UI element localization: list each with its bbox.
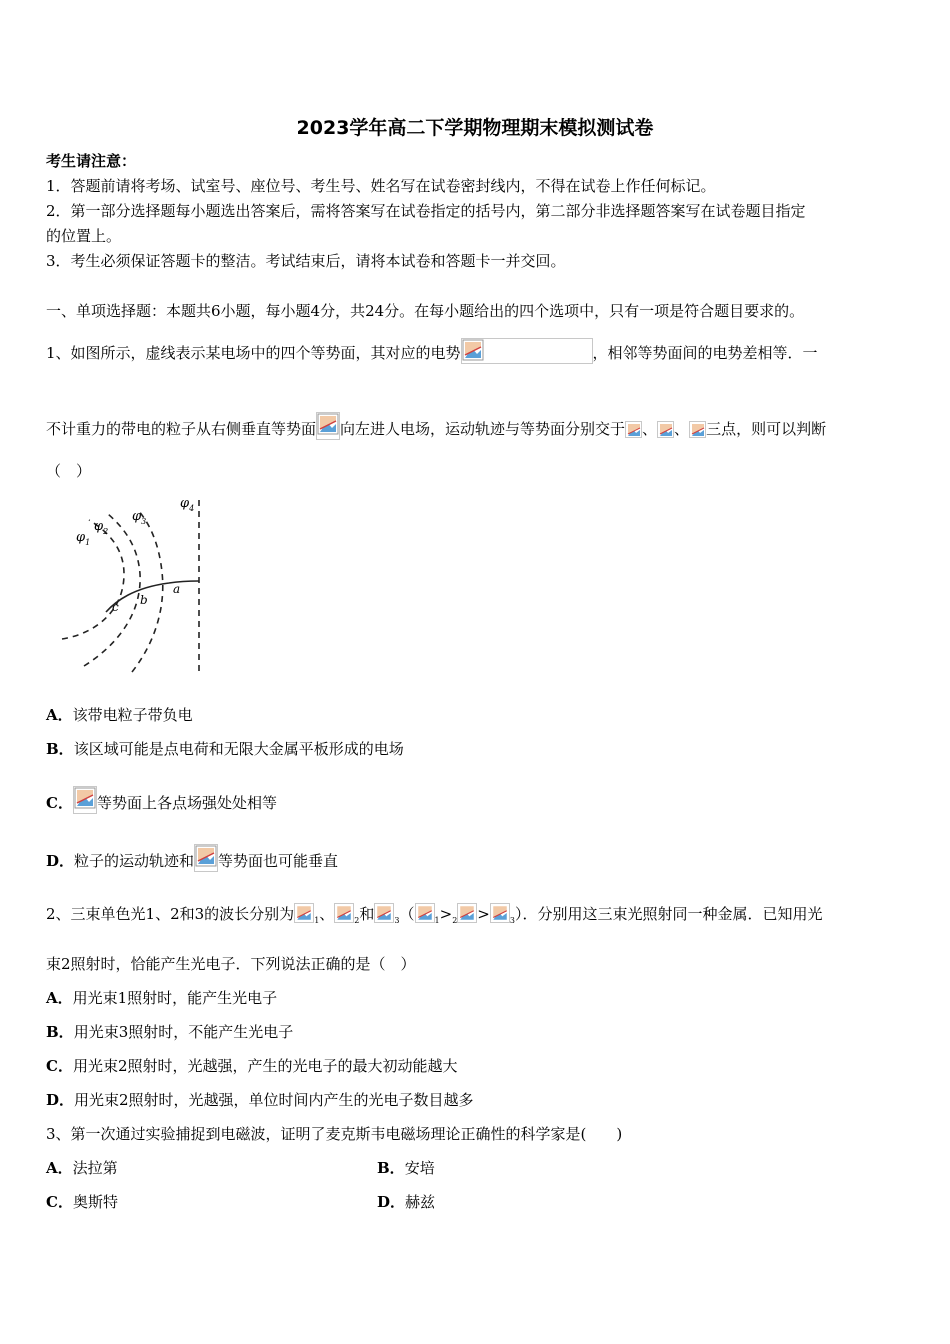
page-title: 2023学年高二下学期物理期末模拟测试卷: [296, 117, 654, 139]
notice-item-3: 3．考生必须保证答题卡的整洁。考试结束后，请将本试卷和答题卡一并交回。: [46, 252, 566, 270]
q1-option-d: D．粒子的运动轨迹和 等势面也可能垂直: [46, 844, 338, 872]
broken-image-icon: [194, 844, 218, 872]
q3-option-c: C．奥斯特: [46, 1193, 118, 1211]
broken-image-icon: [625, 421, 642, 438]
q1-stem-part: ，相邻等势面间的电势差相等．一: [592, 344, 818, 362]
phi4-label: $\varphi_4$: [180, 496, 195, 513]
q3-option-b: B．安培: [377, 1159, 435, 1177]
q1-stem-part: 不计重力的带电的粒子从右侧垂直等势面: [46, 420, 317, 438]
q3-stem: 3、第一次通过实验捕捉到电磁波，证明了麦克斯韦电磁场理论正确性的科学家是( ): [46, 1125, 623, 1143]
q1-sep: 、: [674, 420, 690, 438]
phi1-label: $\varphi_1$: [76, 530, 91, 547]
broken-image-icon: [294, 903, 314, 923]
notice-item-1: 1．答题前请将考场、试室号、座位号、考生号、姓名写在试卷密封线内，不得在试卷上作任何标记。: [46, 177, 716, 195]
q2-option-c: C．用光束2照射时，光越强，产生的光电子的最大初动能越大: [46, 1057, 458, 1075]
broken-image-icon: [334, 903, 354, 923]
q2-stem-line2: 束2照射时，恰能产生光电子．下列说法正确的是（ ）: [46, 955, 416, 973]
broken-image-icon: [461, 338, 593, 364]
q1-stem-line1: [46, 338, 818, 364]
broken-image-icon: [457, 903, 477, 923]
section-heading: 一、单项选择题：本题共6小题，每小题4分，共24分。在每小题给出的四个选项中，只有一项是符合题目要求的。: [46, 302, 805, 320]
broken-image-icon: [490, 903, 510, 923]
phi2-label: $\varphi_2$: [94, 519, 109, 536]
q1-option-c: C． 等势面上各点场强处处相等: [46, 786, 277, 814]
q1-answer-paren: （ ）: [46, 462, 92, 480]
q2-option-b: B．用光束3照射时，不能产生光电子: [46, 1023, 294, 1041]
q1-stem-part: 三点，则可以判断: [706, 420, 827, 438]
equipotential-diagram: [54, 494, 214, 678]
broken-image-icon: [415, 903, 435, 923]
q3-option-a: A．法拉第: [46, 1159, 118, 1177]
equipotential-line-1: [62, 520, 124, 639]
notice-item-2-cont: 的位置上。: [46, 227, 122, 245]
q1-option-a: A．该带电粒子带负电: [46, 706, 193, 724]
notice-heading: 考生请注意：: [46, 152, 137, 170]
q1-stem-part: 1、如图所示，虚线表示某电场中的四个等势面，其对应的电势: [46, 344, 461, 362]
q2-stem-line1: 2、三束单色光1、2和3的波长分别为 $_1$、 $_2$和 $_3$（ $_1>_2$ > $_3$）．分别用这三束光照射同一种金属．已知用光: [46, 905, 823, 925]
q2-option-d: D．用光束2照射时，光越强，单位时间内产生的光电子数目越多: [46, 1091, 474, 1109]
broken-image-icon: [374, 903, 394, 923]
point-b-label: b: [140, 593, 148, 607]
notice-item-2: 2．第一部分选择题每小题选出答案后，需将答案写在试卷指定的括号内，第二部分非选择题答案写在试卷题目指定: [46, 202, 806, 220]
broken-image-icon: [657, 421, 674, 438]
q3-option-d: D．赫兹: [377, 1193, 436, 1211]
q1-option-b: B．该区域可能是点电荷和无限大金属平板形成的电场: [46, 740, 404, 758]
broken-image-icon: [316, 412, 340, 440]
particle-trajectory: [106, 581, 199, 612]
q2-option-a: A．用光束1照射时，能产生光电子: [46, 989, 278, 1007]
broken-image-icon: [73, 786, 97, 814]
q1-stem-part: 向左进人电场，运动轨迹与等势面分别交于: [340, 420, 626, 438]
equipotential-line-2: [84, 514, 140, 666]
point-c-label: c: [112, 600, 119, 614]
phi3-label: $\varphi_3$: [132, 509, 147, 526]
q1-sep: 、: [642, 420, 658, 438]
q1-stem-line2: [46, 412, 826, 440]
point-a-label: a: [173, 582, 181, 596]
broken-image-icon: [689, 421, 706, 438]
